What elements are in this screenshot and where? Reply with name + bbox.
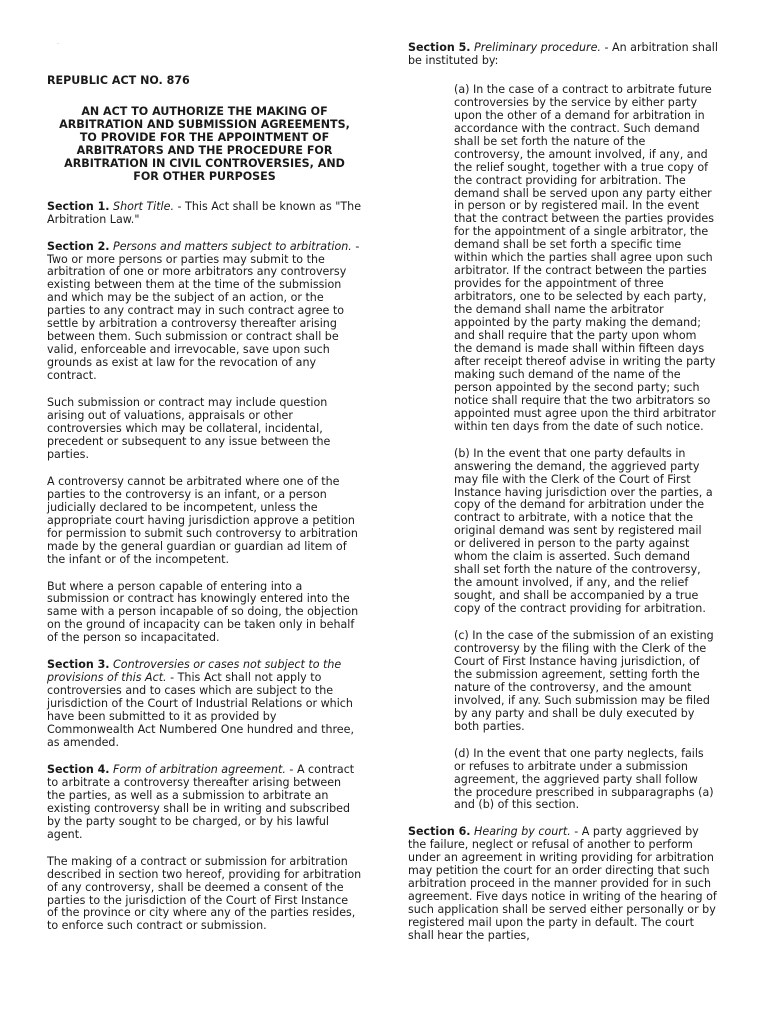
section-3-heading: Section 3. xyxy=(47,658,110,672)
section-4-heading: Section 4. xyxy=(47,762,110,776)
section-2-heading: Section 2. xyxy=(47,239,110,253)
section-2-paragraph-3: A controversy cannot be arbitrated where one of the parties to the controversy is an infant, or a person judicially declared to be incompetent, unless the appropriate court having jurisdiction approve a petition for permission to submit such controversy to arbitration made by the general guardian or guardian ad litem of the infant or of the incompetent. xyxy=(47,474,358,566)
section-6-heading: Section 6. xyxy=(408,825,471,839)
section-2-caption: Persons and matters subject to arbitration. xyxy=(113,239,352,253)
section-3-text: - This Act shall not apply to controversies and to cases which are subject to the jurisdiction of the Court of Industrial Relations or which have been submitted to it as provided by Commonwealth Act Numbered One hundred and three, as amended. xyxy=(47,671,354,749)
section-2 xyxy=(47,241,362,383)
act-title: AN ACT TO AUTHORIZE THE MAKING OF ARBITRATION AND SUBMISSION AGREEMENTS, TO PROVIDE FOR THE APPOINTMENT OF ARBITRATORS AND THE PROCEDURE FOR ARBITRATION IN CIVIL CONTROVERSIES, AND FOR OTHER PURPOSES xyxy=(59,104,350,183)
section-4-caption: Form of arbitration agreement. xyxy=(113,762,286,776)
section-1-heading: Section 1. xyxy=(47,199,110,213)
section-4-text: - A contract to arbitrate a controversy thereafter arising between the parties, as well as a submission to arbitrate an existing controversy shall be in writing and subscribed by the party sought to be charged, or by his lawful agent. xyxy=(47,762,355,841)
section-6-caption: Hearing by court. xyxy=(474,825,571,839)
section-2-text: - Two or more persons or parties may submit to the arbitration of one or more arbitrators any controversy existing between them at the time of the submission and which may be the subject of an action, or the parties to any contract may in such contract agree to settle by arbitration a controversy thereafter arising between them. Such submission or contract shall be valid, enforceable and irrevocable, save upon such grounds as exist at law for the revocation of any contract. xyxy=(47,239,360,383)
section-5 xyxy=(408,42,720,68)
section-5-text: - An arbitration shall be instituted by: xyxy=(408,41,718,67)
section-3-caption: Controversies or cases not subject to the provisions of this Act. xyxy=(47,658,342,685)
section-5-subparagraph-c: (c) In the case of the submission of an existing controversy by the filing with the Clerk of the Court of First Instance having jurisdiction, of the submission agreement, setting forth the nature of the controversy, and the amount involved, if any. Such submission may be filed by any party and shall be duly executed by both parties. xyxy=(454,629,714,733)
right-column xyxy=(408,0,720,943)
section-5-subparagraph-b: (b) In the event that one party defaults in answering the demand, the aggrieved party may file with the Clerk of the Court of First Instance having jurisdiction over the parties, a copy of the demand for arbitration under the contract to arbitrate, with a notice that the original demand was sent by registered mail or delivered in person to the party against whom the claim is asserted. Such demand shall set forth the nature of the controversy, the amount involved, if any, and the relief sought, and shall be accompanied by a true copy of the contract providing for arbitration. xyxy=(454,446,713,616)
page-mark: . xyxy=(57,39,59,46)
section-1 xyxy=(47,201,362,227)
section-2-paragraph-4: But where a person capable of entering into a submission or contract has knowingly entered into the same with a person incapable of so doing, the objection on the ground of incapacity can be taken only in behalf of the person so incapacitated. xyxy=(47,579,359,645)
section-6 xyxy=(408,826,720,943)
section-3 xyxy=(47,659,362,750)
section-5-subparagraph-a: (a) In the case of a contract to arbitrate future controversies by the service by either party upon the other of a demand for arbitration in accordance with the contract. Such demand shall be set forth the nature of the controversy, the amount involved, if any, and the relief sought, together with a true copy of the contract providing for arbitration. The demand shall be served upon any party either in person or by registered mail. In the event that the contract between the parties provides for the appointment of a single arbitrator, the demand shall be set forth a specific time within which the parties shall agree upon such arbitrator. If the contract between the parties provides for the appointment of three arbitrators, one to be selected by each party, the demand shall name the arbitrator appointed by the party making the demand; and shall require that the party upon whom the demand is made shall within fifteen days after receipt thereof advise in writing the party making such demand of the name of the person appointed by the second party; such notice shall require that the two arbitrators so appointed must agree upon the third arbitrator within ten days from the date of such notice. xyxy=(454,82,716,433)
section-6-text: - A party aggrieved by the failure, neglect or refusal of another to perform under an agreement in writing providing for arbitration may petition the court for an order directing that such arbitration proceed in the manner provided for in such agreement. Five days notice in writing of the hearing of such application shall be served either personally or by registered mail upon the party in default. The court shall hear the parties, xyxy=(408,825,717,943)
left-column xyxy=(47,0,362,933)
section-5-caption: Preliminary procedure. xyxy=(474,41,601,54)
section-4-paragraph-2: The making of a contract or submission for arbitration described in section two hereof, providing for arbitration of any controversy, shall be deemed a consent of the parties to the jurisdiction of the Court of First Instance of the province or city where any of the parties resides, to enforce such contract or submission. xyxy=(47,854,362,933)
section-1-text: - This Act shall be known as "The Arbitration Law." xyxy=(47,199,362,226)
section-1-caption: Short Title. xyxy=(113,199,174,213)
section-4 xyxy=(47,764,362,842)
section-2-paragraph-2: Such submission or contract may include question arising out of valuations, appraisals or other controversies which may be collateral, incidental, precedent or subsequent to any issue between the parties. xyxy=(47,396,331,461)
section-5-heading: Section 5. xyxy=(408,41,471,54)
act-number: REPUBLIC ACT NO. 876 xyxy=(47,74,190,87)
section-5-subparagraph-d: (d) In the event that one party neglects, fails or refuses to arbitrate under a submission agreement, the aggrieved party shall follow the procedure prescribed in subparagraphs (a) and (b) of this section. xyxy=(454,746,714,812)
